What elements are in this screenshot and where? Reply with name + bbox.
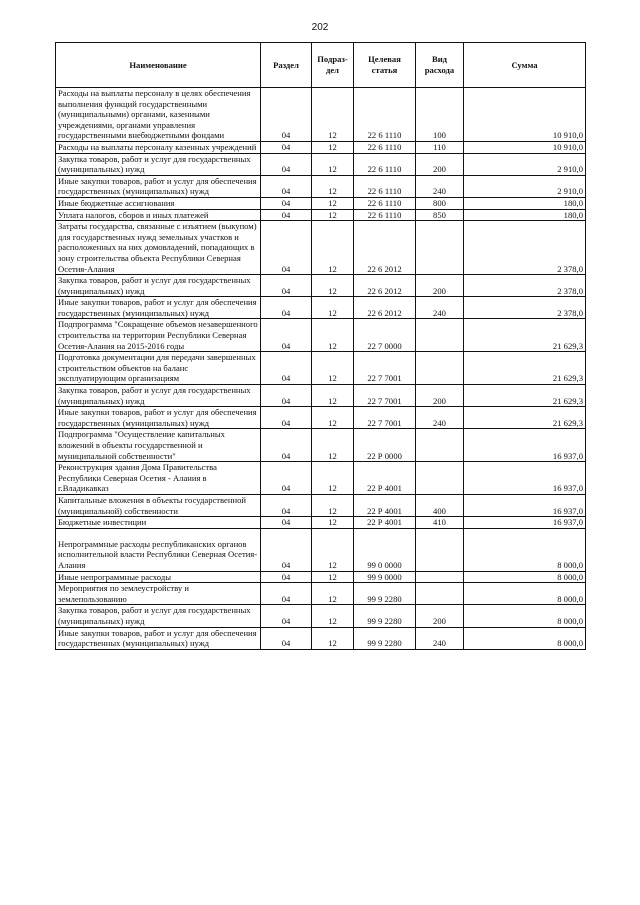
row-name-text: Уплата налогов, сборов и иных платежей — [58, 209, 209, 220]
row-name-text: Закупка товаров, работ и услуг для государственных (муниципальных) нужд — [58, 605, 251, 626]
row-target: 22 6 1110 — [354, 88, 416, 142]
row-target: 22 6 2012 — [354, 297, 416, 319]
table-row — [56, 407, 586, 429]
row-subsection: 12 — [312, 175, 354, 197]
row-name-text: Подпрограмма "Сокращение объемов незавершенного строительства на территории Республики Северная Осетия-Алания на 2015-2016 годы — [58, 319, 258, 351]
row-subsection: 12 — [312, 209, 354, 221]
row-subsection: 12 — [312, 297, 354, 319]
row-name — [56, 528, 261, 571]
row-section: 04 — [261, 528, 312, 571]
row-subsection: 12 — [312, 571, 354, 583]
row-target: 22 7 7001 — [354, 385, 416, 407]
row-expense-type: 240 — [416, 407, 464, 429]
row-amount: 16 937,0 — [464, 429, 586, 462]
row-name-text: Расходы на выплаты персоналу казенных учреждений — [58, 141, 257, 152]
row-name-text: Подпрограмма "Осуществление капитальных вложений в объекты государственной и муниципальной собственности" — [58, 429, 225, 461]
row-expense-type: 200 — [416, 275, 464, 297]
row-subsection: 12 — [312, 88, 354, 142]
row-amount: 16 937,0 — [464, 517, 586, 529]
table-row — [56, 221, 586, 275]
row-target: 22 Р 4001 — [354, 517, 416, 529]
row-target: 22 7 7001 — [354, 352, 416, 385]
row-expense-type — [416, 221, 464, 275]
row-name-text: Иные бюджетные ассигнования — [58, 197, 175, 208]
row-name — [56, 88, 261, 142]
row-amount: 10 910,0 — [464, 88, 586, 142]
row-subsection: 12 — [312, 429, 354, 462]
row-subsection: 12 — [312, 352, 354, 385]
table-row — [56, 528, 586, 571]
row-subsection: 12 — [312, 141, 354, 153]
row-name — [56, 462, 261, 495]
row-expense-type: 100 — [416, 88, 464, 142]
row-target: 22 6 1110 — [354, 209, 416, 221]
row-target: 22 6 2012 — [354, 275, 416, 297]
row-expense-type — [416, 571, 464, 583]
row-name — [56, 583, 261, 605]
row-expense-type: 200 — [416, 153, 464, 175]
row-name-text: Затраты государства, связанные с изъятием (выкупом) для государственных нужд земельных участков и расположенных на них домовладений, попадающих в зону строительства объекта Республики Северная Осетия-Алания — [58, 221, 257, 274]
row-expense-type: 200 — [416, 605, 464, 627]
row-section: 04 — [261, 221, 312, 275]
row-name-text: Иные закупки товаров, работ и услуг для обеспечения государственных (муниципальных) нужд — [58, 175, 257, 197]
row-subsection: 12 — [312, 197, 354, 209]
row-section: 04 — [261, 352, 312, 385]
row-name — [56, 175, 261, 197]
table-row — [56, 605, 586, 627]
row-amount: 180,0 — [464, 209, 586, 221]
row-name — [56, 385, 261, 407]
row-amount: 8 000,0 — [464, 627, 586, 649]
row-subsection: 12 — [312, 407, 354, 429]
row-target: 99 0 0000 — [354, 528, 416, 571]
row-expense-type — [416, 462, 464, 495]
row-section: 04 — [261, 197, 312, 209]
table-row — [56, 571, 586, 583]
table-row — [56, 297, 586, 319]
row-name-text: Иные закупки товаров, работ и услуг для обеспечения государственных (муниципальных) нужд — [58, 297, 257, 318]
table-row — [56, 153, 586, 175]
row-amount: 2 378,0 — [464, 275, 586, 297]
row-amount: 16 937,0 — [464, 462, 586, 495]
row-amount: 16 937,0 — [464, 494, 586, 516]
row-amount: 8 000,0 — [464, 528, 586, 571]
table-row — [56, 197, 586, 209]
row-amount: 8 000,0 — [464, 605, 586, 627]
row-name — [56, 297, 261, 319]
row-amount: 180,0 — [464, 197, 586, 209]
row-subsection: 12 — [312, 153, 354, 175]
row-expense-type: 200 — [416, 385, 464, 407]
table-row — [56, 517, 586, 529]
row-subsection: 12 — [312, 275, 354, 297]
row-expense-type: 410 — [416, 517, 464, 529]
row-name — [56, 494, 261, 516]
row-target: 22 Р 4001 — [354, 494, 416, 516]
row-name-text: Иные закупки товаров, работ и услуг для обеспечения государственных (муниципальных) нужд — [58, 627, 257, 649]
row-expense-type: 240 — [416, 175, 464, 197]
table-row — [56, 88, 586, 142]
row-name-text: Капитальные вложения в объекты государственной (муниципальной) собственности — [58, 494, 246, 516]
row-amount: 2 910,0 — [464, 153, 586, 175]
row-name — [56, 605, 261, 627]
header-target: Целевая статья — [354, 43, 416, 88]
row-target: 22 Р 0000 — [354, 429, 416, 462]
row-subsection: 12 — [312, 627, 354, 649]
row-subsection: 12 — [312, 319, 354, 352]
row-name-text: Мероприятия по землеустройству и землепользованию — [58, 583, 189, 604]
row-target: 22 6 1110 — [354, 141, 416, 153]
row-section: 04 — [261, 571, 312, 583]
table-row — [56, 385, 586, 407]
row-section: 04 — [261, 462, 312, 495]
header-section: Раздел — [261, 43, 312, 88]
table-row — [56, 319, 586, 352]
row-name-text: Непрограммные расходы республиканских органов исполнительной власти Республики Северная Осетия-Алания — [58, 538, 258, 570]
row-expense-type — [416, 528, 464, 571]
table-row — [56, 352, 586, 385]
row-name — [56, 352, 261, 385]
row-name — [56, 407, 261, 429]
row-section: 04 — [261, 88, 312, 142]
header-subsection: Подраз-дел — [312, 43, 354, 88]
row-subsection: 12 — [312, 221, 354, 275]
row-name-text: Расходы на выплаты персоналу в целях обеспечения выполнения функций государственными (муниципальными) органами, казенными учреждениями, органами управления государственными внебюджетными фондами — [58, 88, 251, 141]
row-target: 99 9 2280 — [354, 605, 416, 627]
row-expense-type — [416, 583, 464, 605]
row-subsection: 12 — [312, 517, 354, 529]
row-name-text: Закупка товаров, работ и услуг для государственных (муниципальных) нужд — [58, 385, 251, 406]
table-row — [56, 175, 586, 197]
row-subsection: 12 — [312, 528, 354, 571]
row-section: 04 — [261, 275, 312, 297]
header-expense-type: Вид расхода — [416, 43, 464, 88]
table-row — [56, 583, 586, 605]
row-expense-type — [416, 429, 464, 462]
row-expense-type: 110 — [416, 141, 464, 153]
table-row — [56, 275, 586, 297]
row-section: 04 — [261, 141, 312, 153]
row-amount: 2 910,0 — [464, 175, 586, 197]
table-row — [56, 627, 586, 649]
row-amount: 8 000,0 — [464, 571, 586, 583]
row-section: 04 — [261, 627, 312, 649]
row-target: 22 7 7001 — [354, 407, 416, 429]
row-expense-type: 800 — [416, 197, 464, 209]
row-subsection: 12 — [312, 385, 354, 407]
row-name — [56, 319, 261, 352]
row-amount: 21 629,3 — [464, 385, 586, 407]
row-section: 04 — [261, 209, 312, 221]
row-amount: 2 378,0 — [464, 221, 586, 275]
row-expense-type — [416, 319, 464, 352]
row-name — [56, 209, 261, 221]
row-target: 22 7 0000 — [354, 319, 416, 352]
row-target: 22 6 2012 — [354, 221, 416, 275]
row-section: 04 — [261, 319, 312, 352]
table-row — [56, 494, 586, 516]
table-header-row — [56, 43, 586, 88]
row-amount: 8 000,0 — [464, 583, 586, 605]
row-amount: 10 910,0 — [464, 141, 586, 153]
row-section: 04 — [261, 583, 312, 605]
table-body — [56, 88, 586, 650]
row-section: 04 — [261, 407, 312, 429]
row-amount: 21 629,3 — [464, 319, 586, 352]
row-target: 22 6 1110 — [354, 153, 416, 175]
row-expense-type: 850 — [416, 209, 464, 221]
row-amount: 21 629,3 — [464, 352, 586, 385]
row-name — [56, 197, 261, 209]
row-name-text: Иные закупки товаров, работ и услуг для обеспечения государственных (муниципальных) нужд — [58, 407, 257, 428]
row-target: 99 9 2280 — [354, 583, 416, 605]
row-name — [56, 571, 261, 583]
row-section: 04 — [261, 605, 312, 627]
row-amount: 2 378,0 — [464, 297, 586, 319]
row-section: 04 — [261, 175, 312, 197]
table-row — [56, 141, 586, 153]
row-expense-type: 240 — [416, 627, 464, 649]
row-section: 04 — [261, 494, 312, 516]
page-number: 202 — [311, 22, 329, 33]
row-name-text: Закупка товаров, работ и услуг для государственных (муниципальных) нужд — [58, 275, 251, 296]
header-name: Наименование — [56, 43, 261, 88]
row-target: 22 6 1110 — [354, 197, 416, 209]
budget-table — [55, 42, 586, 650]
row-name — [56, 141, 261, 153]
row-subsection: 12 — [312, 583, 354, 605]
row-expense-type: 400 — [416, 494, 464, 516]
row-name-text: Подготовка документации для передачи завершенных строительством объектов на баланс эксплуатирующим организациям — [58, 352, 256, 384]
row-section: 04 — [261, 297, 312, 319]
row-subsection: 12 — [312, 605, 354, 627]
row-section: 04 — [261, 385, 312, 407]
header-amount: Сумма — [464, 43, 586, 88]
table-row — [56, 462, 586, 495]
row-target: 99 9 0000 — [354, 571, 416, 583]
row-name — [56, 627, 261, 649]
row-amount: 21 629,3 — [464, 407, 586, 429]
row-subsection: 12 — [312, 462, 354, 495]
row-target: 99 9 2280 — [354, 627, 416, 649]
row-name — [56, 153, 261, 175]
row-section: 04 — [261, 517, 312, 529]
row-target: 22 6 1110 — [354, 175, 416, 197]
row-expense-type — [416, 352, 464, 385]
row-section: 04 — [261, 429, 312, 462]
table-row — [56, 209, 586, 221]
row-name — [56, 517, 261, 529]
row-name — [56, 275, 261, 297]
row-name-text: Реконструкция здания Дома Правительства Республики Северная Осетия - Алания в г.Владикавказ — [58, 462, 217, 494]
row-name — [56, 429, 261, 462]
row-name-text: Бюджетные инвестиции — [58, 517, 147, 528]
table-row — [56, 429, 586, 462]
row-target: 22 Р 4001 — [354, 462, 416, 495]
row-section: 04 — [261, 153, 312, 175]
row-name — [56, 221, 261, 275]
row-subsection: 12 — [312, 494, 354, 516]
row-expense-type: 240 — [416, 297, 464, 319]
row-name-text: Закупка товаров, работ и услуг для государственных (муниципальных) нужд — [58, 153, 251, 175]
row-name-text: Иные непрограммные расходы — [58, 571, 171, 582]
